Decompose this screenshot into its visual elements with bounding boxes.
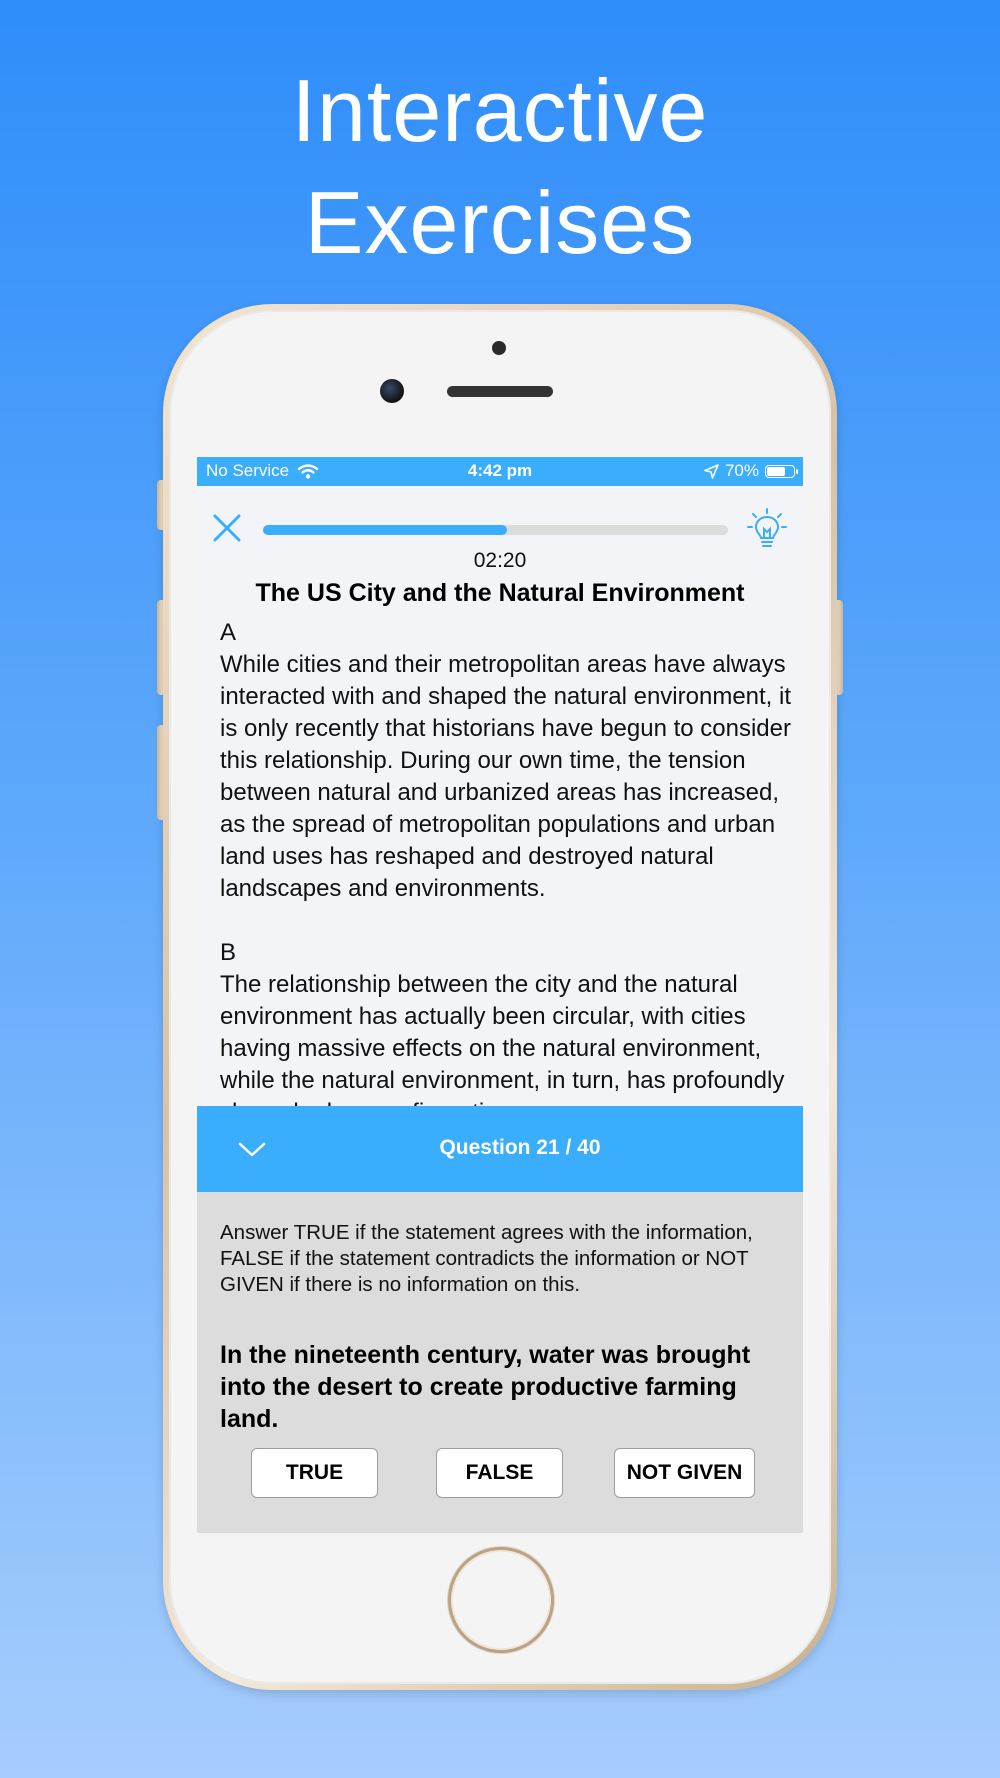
progress-fill [263,525,507,535]
status-time: 4:42 pm [467,461,533,480]
question-instructions: Answer TRUE if the statement agrees with the information, FALSE if the statement contradicts the information or NOT GIVEN if there is no information on this. [220,1221,753,1296]
question-panel [197,1192,803,1533]
home-button[interactable] [448,1547,554,1653]
close-icon[interactable] [211,512,243,544]
battery-level [767,467,785,476]
lightbulb-icon[interactable] [747,507,787,551]
headline-line-2: Exercises [304,173,696,272]
section-text-b: The relationship between the city and the natural environment has actually been circular, with cities having massive effects on the natural environment, while the natural environment, in turn, has profoundly [220,971,785,1094]
not-given-button[interactable]: NOT GIVEN [614,1448,755,1498]
passage-title: The US City and the Natural Environment [255,579,745,607]
location-arrow-icon [704,464,719,479]
carrier-label: No Service [206,461,290,480]
question-counter: Question 21 / 40 [439,1136,601,1159]
headline [0,55,1000,279]
section-label-b: B [220,939,237,966]
status-bar [197,457,803,486]
question-statement: In the nineteenth century, water was brought into the desert to create productive farming land. [220,1341,751,1433]
front-camera-icon [380,379,404,403]
section-text-a: While cities and their metropolitan areas have always interacted with and shaped the natural environment, it is only recently that historians have begun to consider this relationship. During our own time, the tension between natural and urbanized areas has increased, as the spread of metropolitan populations and urban land uses has reshaped and destroyed natural landscapes and environments. [220,651,792,902]
section-label-a: A [220,619,237,646]
progress-bar [263,525,728,535]
battery-icon [765,465,795,478]
earpiece-speaker [447,386,553,397]
passage-body[interactable] [220,617,795,1129]
battery-percent: 70% [724,461,759,480]
status-right [704,461,795,481]
question-header[interactable] [197,1106,803,1192]
app-screen [197,457,803,1533]
timer: 02:20 [473,549,527,572]
false-button[interactable]: FALSE [436,1448,563,1498]
true-button[interactable]: TRUE [251,1448,378,1498]
section-spacer [220,905,795,937]
front-sensor [492,341,506,355]
headline-line-1: Interactive [291,61,709,160]
